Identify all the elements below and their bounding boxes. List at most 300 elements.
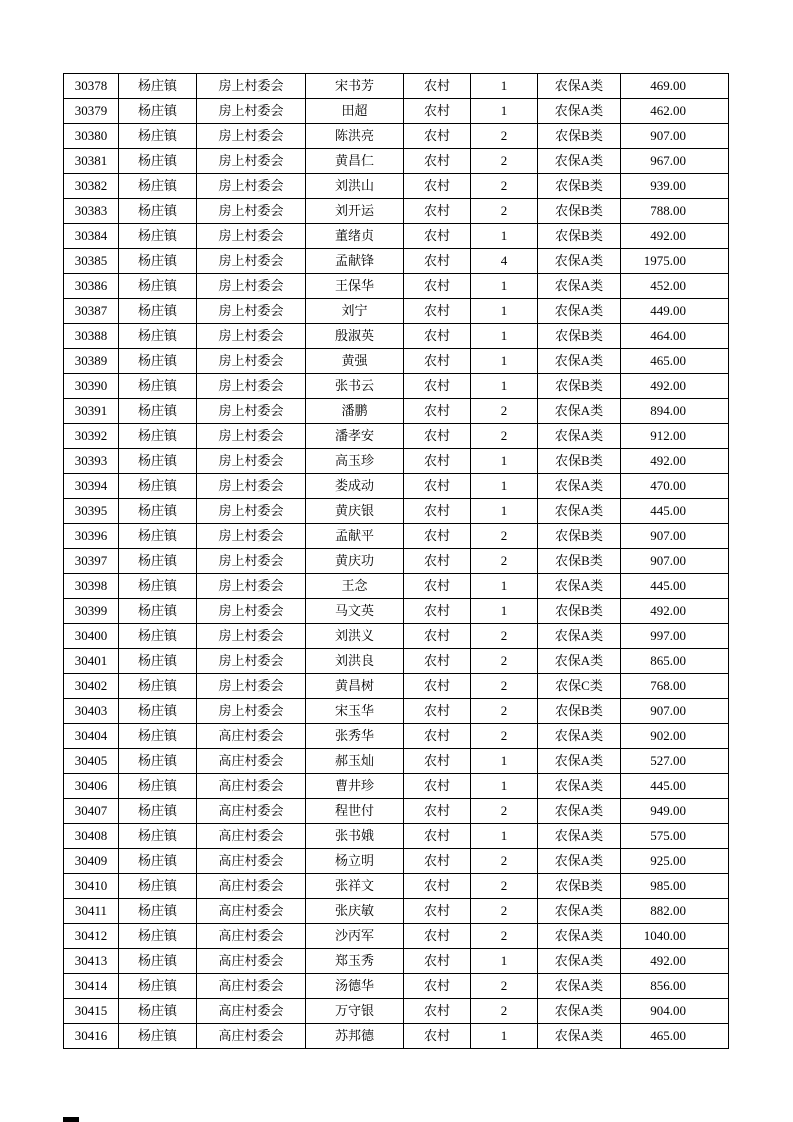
cell-residence: 农村 <box>404 99 471 124</box>
table-row <box>64 274 729 299</box>
cell-name: 刘洪山 <box>306 174 404 199</box>
cell-persons: 1 <box>471 824 538 849</box>
cell-category: 农保A类 <box>538 499 621 524</box>
cell-residence: 农村 <box>404 899 471 924</box>
cell-id: 30407 <box>64 799 119 824</box>
cell-id: 30386 <box>64 274 119 299</box>
table-row <box>64 174 729 199</box>
cell-persons: 1 <box>471 774 538 799</box>
cell-name: 刘洪义 <box>306 624 404 649</box>
cell-name: 苏邦德 <box>306 1024 404 1049</box>
table-row <box>64 249 729 274</box>
cell-town: 杨庄镇 <box>119 924 197 949</box>
cell-residence: 农村 <box>404 924 471 949</box>
cell-village: 房上村委会 <box>197 424 306 449</box>
cell-village: 高庄村委会 <box>197 1024 306 1049</box>
cell-category: 农保A类 <box>538 424 621 449</box>
table-row <box>64 424 729 449</box>
cell-town: 杨庄镇 <box>119 724 197 749</box>
cell-name: 孟献平 <box>306 524 404 549</box>
cell-town: 杨庄镇 <box>119 399 197 424</box>
cell-residence: 农村 <box>404 124 471 149</box>
cell-residence: 农村 <box>404 174 471 199</box>
cell-id: 30405 <box>64 749 119 774</box>
cell-category: 农保A类 <box>538 99 621 124</box>
cell-name: 宋书芳 <box>306 74 404 99</box>
cell-name: 曹井珍 <box>306 774 404 799</box>
cell-persons: 1 <box>471 374 538 399</box>
cell-name: 刘洪良 <box>306 649 404 674</box>
cell-residence: 农村 <box>404 474 471 499</box>
cell-amount: 997.00 <box>621 624 729 649</box>
cell-id: 30393 <box>64 449 119 474</box>
table-row <box>64 699 729 724</box>
cell-village: 高庄村委会 <box>197 924 306 949</box>
cell-residence: 农村 <box>404 774 471 799</box>
cell-category: 农保A类 <box>538 249 621 274</box>
cell-amount: 492.00 <box>621 599 729 624</box>
cell-persons: 1 <box>471 574 538 599</box>
cell-town: 杨庄镇 <box>119 774 197 799</box>
cell-persons: 2 <box>471 124 538 149</box>
cell-id: 30382 <box>64 174 119 199</box>
cell-name: 黄昌树 <box>306 674 404 699</box>
cell-category: 农保A类 <box>538 299 621 324</box>
cell-persons: 2 <box>471 874 538 899</box>
cell-village: 房上村委会 <box>197 549 306 574</box>
cell-persons: 1 <box>471 499 538 524</box>
cell-category: 农保A类 <box>538 899 621 924</box>
table-row <box>64 849 729 874</box>
cell-category: 农保B类 <box>538 699 621 724</box>
cell-category: 农保B类 <box>538 374 621 399</box>
cell-persons: 2 <box>471 149 538 174</box>
cell-persons: 4 <box>471 249 538 274</box>
cell-town: 杨庄镇 <box>119 674 197 699</box>
cell-name: 刘宁 <box>306 299 404 324</box>
cell-town: 杨庄镇 <box>119 824 197 849</box>
cell-persons: 2 <box>471 424 538 449</box>
cell-name: 高玉珍 <box>306 449 404 474</box>
table-row <box>64 824 729 849</box>
cell-village: 房上村委会 <box>197 324 306 349</box>
cell-village: 房上村委会 <box>197 199 306 224</box>
cell-residence: 农村 <box>404 249 471 274</box>
cell-residence: 农村 <box>404 524 471 549</box>
cell-persons: 2 <box>471 399 538 424</box>
cell-residence: 农村 <box>404 974 471 999</box>
cell-id: 30415 <box>64 999 119 1024</box>
table-row <box>64 374 729 399</box>
cell-amount: 469.00 <box>621 74 729 99</box>
cell-name: 黄昌仁 <box>306 149 404 174</box>
cell-name: 张秀华 <box>306 724 404 749</box>
cell-category: 农保B类 <box>538 449 621 474</box>
cell-village: 高庄村委会 <box>197 799 306 824</box>
cell-residence: 农村 <box>404 724 471 749</box>
cell-category: 农保B类 <box>538 174 621 199</box>
cell-residence: 农村 <box>404 374 471 399</box>
cell-town: 杨庄镇 <box>119 299 197 324</box>
table-body <box>64 74 729 1049</box>
cell-id: 30402 <box>64 674 119 699</box>
cell-village: 房上村委会 <box>197 599 306 624</box>
cell-persons: 2 <box>471 524 538 549</box>
cell-id: 30397 <box>64 549 119 574</box>
cell-amount: 925.00 <box>621 849 729 874</box>
cell-residence: 农村 <box>404 349 471 374</box>
cell-town: 杨庄镇 <box>119 599 197 624</box>
cell-town: 杨庄镇 <box>119 999 197 1024</box>
cell-village: 房上村委会 <box>197 99 306 124</box>
cell-id: 30398 <box>64 574 119 599</box>
cell-village: 高庄村委会 <box>197 874 306 899</box>
cell-id: 30378 <box>64 74 119 99</box>
cell-persons: 1 <box>471 949 538 974</box>
cell-town: 杨庄镇 <box>119 99 197 124</box>
cell-residence: 农村 <box>404 599 471 624</box>
table-row <box>64 624 729 649</box>
cell-amount: 492.00 <box>621 949 729 974</box>
cell-id: 30381 <box>64 149 119 174</box>
cell-amount: 464.00 <box>621 324 729 349</box>
cell-id: 30385 <box>64 249 119 274</box>
cell-residence: 农村 <box>404 274 471 299</box>
cell-category: 农保A类 <box>538 574 621 599</box>
cell-village: 房上村委会 <box>197 449 306 474</box>
cell-town: 杨庄镇 <box>119 349 197 374</box>
table-row <box>64 724 729 749</box>
cell-id: 30384 <box>64 224 119 249</box>
cell-village: 房上村委会 <box>197 124 306 149</box>
table-row <box>64 924 729 949</box>
cell-persons: 2 <box>471 799 538 824</box>
table-row <box>64 649 729 674</box>
cell-persons: 2 <box>471 649 538 674</box>
cell-category: 农保A类 <box>538 624 621 649</box>
cell-id: 30406 <box>64 774 119 799</box>
cell-persons: 1 <box>471 349 538 374</box>
table-row <box>64 799 729 824</box>
cell-name: 王念 <box>306 574 404 599</box>
cell-name: 王保华 <box>306 274 404 299</box>
cell-residence: 农村 <box>404 849 471 874</box>
cell-village: 房上村委会 <box>197 399 306 424</box>
table-row <box>64 774 729 799</box>
cell-amount: 894.00 <box>621 399 729 424</box>
cell-town: 杨庄镇 <box>119 474 197 499</box>
cell-category: 农保A类 <box>538 999 621 1024</box>
cell-town: 杨庄镇 <box>119 124 197 149</box>
cell-residence: 农村 <box>404 324 471 349</box>
table-row <box>64 499 729 524</box>
cell-id: 30390 <box>64 374 119 399</box>
cell-amount: 492.00 <box>621 374 729 399</box>
cell-town: 杨庄镇 <box>119 649 197 674</box>
cell-residence: 农村 <box>404 674 471 699</box>
cell-name: 杨立明 <box>306 849 404 874</box>
cell-amount: 1040.00 <box>621 924 729 949</box>
cell-residence: 农村 <box>404 299 471 324</box>
cell-name: 万守银 <box>306 999 404 1024</box>
cell-id: 30404 <box>64 724 119 749</box>
cell-village: 高庄村委会 <box>197 774 306 799</box>
cell-town: 杨庄镇 <box>119 624 197 649</box>
cell-village: 房上村委会 <box>197 74 306 99</box>
cell-category: 农保A类 <box>538 74 621 99</box>
cell-id: 30394 <box>64 474 119 499</box>
cell-residence: 农村 <box>404 1024 471 1049</box>
cell-residence: 农村 <box>404 999 471 1024</box>
cell-residence: 农村 <box>404 224 471 249</box>
cell-amount: 768.00 <box>621 674 729 699</box>
cell-name: 黄强 <box>306 349 404 374</box>
table-row <box>64 1024 729 1049</box>
table-row <box>64 999 729 1024</box>
cell-residence: 农村 <box>404 549 471 574</box>
cell-amount: 907.00 <box>621 124 729 149</box>
cell-village: 房上村委会 <box>197 274 306 299</box>
cell-category: 农保A类 <box>538 649 621 674</box>
cell-amount: 907.00 <box>621 699 729 724</box>
cell-name: 潘孝安 <box>306 424 404 449</box>
cell-persons: 2 <box>471 549 538 574</box>
cell-amount: 449.00 <box>621 299 729 324</box>
cell-village: 高庄村委会 <box>197 724 306 749</box>
cell-amount: 902.00 <box>621 724 729 749</box>
cell-amount: 452.00 <box>621 274 729 299</box>
cell-name: 张书云 <box>306 374 404 399</box>
table-row <box>64 99 729 124</box>
cell-category: 农保B类 <box>538 124 621 149</box>
cell-persons: 2 <box>471 624 538 649</box>
table-row <box>64 324 729 349</box>
table-row <box>64 599 729 624</box>
cell-name: 陈洪亮 <box>306 124 404 149</box>
cell-persons: 2 <box>471 174 538 199</box>
table-row <box>64 749 729 774</box>
cell-village: 房上村委会 <box>197 674 306 699</box>
cell-residence: 农村 <box>404 624 471 649</box>
cell-name: 程世付 <box>306 799 404 824</box>
cell-id: 30380 <box>64 124 119 149</box>
cell-id: 30388 <box>64 324 119 349</box>
cell-village: 高庄村委会 <box>197 849 306 874</box>
cell-town: 杨庄镇 <box>119 874 197 899</box>
cell-persons: 2 <box>471 699 538 724</box>
cell-residence: 农村 <box>404 449 471 474</box>
cell-name: 田超 <box>306 99 404 124</box>
cell-persons: 1 <box>471 1024 538 1049</box>
cell-category: 农保A类 <box>538 349 621 374</box>
cell-amount: 912.00 <box>621 424 729 449</box>
cell-amount: 882.00 <box>621 899 729 924</box>
cell-name: 潘鹏 <box>306 399 404 424</box>
cell-town: 杨庄镇 <box>119 249 197 274</box>
cell-amount: 527.00 <box>621 749 729 774</box>
cell-village: 房上村委会 <box>197 649 306 674</box>
cell-town: 杨庄镇 <box>119 149 197 174</box>
cell-persons: 1 <box>471 274 538 299</box>
table-row <box>64 149 729 174</box>
table-row <box>64 549 729 574</box>
cell-town: 杨庄镇 <box>119 449 197 474</box>
cell-residence: 农村 <box>404 199 471 224</box>
cell-persons: 1 <box>471 449 538 474</box>
cell-id: 30396 <box>64 524 119 549</box>
cell-category: 农保B类 <box>538 199 621 224</box>
cell-id: 30379 <box>64 99 119 124</box>
cell-residence: 农村 <box>404 149 471 174</box>
cell-id: 30413 <box>64 949 119 974</box>
cell-village: 高庄村委会 <box>197 749 306 774</box>
cell-amount: 492.00 <box>621 449 729 474</box>
cell-persons: 1 <box>471 74 538 99</box>
table-row <box>64 574 729 599</box>
cell-category: 农保A类 <box>538 924 621 949</box>
table-row <box>64 949 729 974</box>
cell-village: 房上村委会 <box>197 499 306 524</box>
next-page-table-fragment <box>63 1117 79 1122</box>
cell-category: 农保A类 <box>538 949 621 974</box>
cell-town: 杨庄镇 <box>119 224 197 249</box>
cell-village: 高庄村委会 <box>197 824 306 849</box>
cell-amount: 470.00 <box>621 474 729 499</box>
cell-village: 高庄村委会 <box>197 999 306 1024</box>
cell-id: 30401 <box>64 649 119 674</box>
cell-amount: 465.00 <box>621 349 729 374</box>
cell-residence: 农村 <box>404 399 471 424</box>
cell-category: 农保A类 <box>538 849 621 874</box>
cell-town: 杨庄镇 <box>119 549 197 574</box>
cell-amount: 1975.00 <box>621 249 729 274</box>
cell-persons: 1 <box>471 599 538 624</box>
cell-town: 杨庄镇 <box>119 799 197 824</box>
cell-persons: 2 <box>471 199 538 224</box>
cell-village: 高庄村委会 <box>197 899 306 924</box>
cell-village: 房上村委会 <box>197 349 306 374</box>
cell-category: 农保B类 <box>538 524 621 549</box>
cell-amount: 462.00 <box>621 99 729 124</box>
cell-town: 杨庄镇 <box>119 699 197 724</box>
cell-name: 黄庆银 <box>306 499 404 524</box>
cell-town: 杨庄镇 <box>119 274 197 299</box>
cell-persons: 1 <box>471 224 538 249</box>
cell-id: 30399 <box>64 599 119 624</box>
cell-village: 房上村委会 <box>197 299 306 324</box>
cell-amount: 949.00 <box>621 799 729 824</box>
cell-amount: 985.00 <box>621 874 729 899</box>
cell-persons: 2 <box>471 999 538 1024</box>
cell-village: 房上村委会 <box>197 249 306 274</box>
table-row <box>64 674 729 699</box>
cell-persons: 1 <box>471 299 538 324</box>
cell-category: 农保A类 <box>538 799 621 824</box>
cell-residence: 农村 <box>404 824 471 849</box>
cell-amount: 865.00 <box>621 649 729 674</box>
cell-town: 杨庄镇 <box>119 899 197 924</box>
table-row <box>64 399 729 424</box>
cell-residence: 农村 <box>404 749 471 774</box>
cell-id: 30412 <box>64 924 119 949</box>
table-row <box>64 474 729 499</box>
cell-category: 农保B类 <box>538 599 621 624</box>
cell-town: 杨庄镇 <box>119 949 197 974</box>
cell-id: 30414 <box>64 974 119 999</box>
cell-persons: 1 <box>471 324 538 349</box>
cell-id: 30392 <box>64 424 119 449</box>
cell-id: 30408 <box>64 824 119 849</box>
cell-category: 农保A类 <box>538 474 621 499</box>
cell-category: 农保A类 <box>538 974 621 999</box>
cell-town: 杨庄镇 <box>119 324 197 349</box>
cell-village: 房上村委会 <box>197 474 306 499</box>
cell-name: 马文英 <box>306 599 404 624</box>
cell-category: 农保A类 <box>538 274 621 299</box>
cell-name: 娄成动 <box>306 474 404 499</box>
cell-village: 高庄村委会 <box>197 949 306 974</box>
table-row <box>64 199 729 224</box>
cell-persons: 1 <box>471 474 538 499</box>
cell-category: 农保A类 <box>538 724 621 749</box>
cell-town: 杨庄镇 <box>119 574 197 599</box>
cell-category: 农保C类 <box>538 674 621 699</box>
cell-residence: 农村 <box>404 699 471 724</box>
cell-village: 房上村委会 <box>197 624 306 649</box>
cell-amount: 445.00 <box>621 574 729 599</box>
cell-id: 30410 <box>64 874 119 899</box>
cell-residence: 农村 <box>404 649 471 674</box>
table-row <box>64 349 729 374</box>
cell-town: 杨庄镇 <box>119 749 197 774</box>
cell-amount: 445.00 <box>621 499 729 524</box>
table-row <box>64 524 729 549</box>
cell-id: 30383 <box>64 199 119 224</box>
cell-category: 农保A类 <box>538 149 621 174</box>
cell-persons: 2 <box>471 899 538 924</box>
cell-amount: 967.00 <box>621 149 729 174</box>
cell-town: 杨庄镇 <box>119 374 197 399</box>
cell-village: 房上村委会 <box>197 574 306 599</box>
cell-id: 30389 <box>64 349 119 374</box>
cell-name: 张祥文 <box>306 874 404 899</box>
cell-town: 杨庄镇 <box>119 174 197 199</box>
cell-id: 30403 <box>64 699 119 724</box>
cell-residence: 农村 <box>404 949 471 974</box>
cell-persons: 2 <box>471 849 538 874</box>
cell-village: 房上村委会 <box>197 174 306 199</box>
cell-id: 30387 <box>64 299 119 324</box>
cell-category: 农保B类 <box>538 224 621 249</box>
cell-name: 张庆敏 <box>306 899 404 924</box>
cell-persons: 2 <box>471 924 538 949</box>
cell-town: 杨庄镇 <box>119 424 197 449</box>
cell-name: 黄庆功 <box>306 549 404 574</box>
cell-village: 高庄村委会 <box>197 974 306 999</box>
cell-persons: 2 <box>471 974 538 999</box>
cell-category: 农保A类 <box>538 824 621 849</box>
cell-id: 30411 <box>64 899 119 924</box>
table-row <box>64 974 729 999</box>
cell-town: 杨庄镇 <box>119 199 197 224</box>
cell-category: 农保A类 <box>538 1024 621 1049</box>
cell-id: 30400 <box>64 624 119 649</box>
cell-persons: 1 <box>471 99 538 124</box>
cell-village: 房上村委会 <box>197 149 306 174</box>
cell-id: 30416 <box>64 1024 119 1049</box>
cell-amount: 907.00 <box>621 549 729 574</box>
cell-name: 汤德华 <box>306 974 404 999</box>
